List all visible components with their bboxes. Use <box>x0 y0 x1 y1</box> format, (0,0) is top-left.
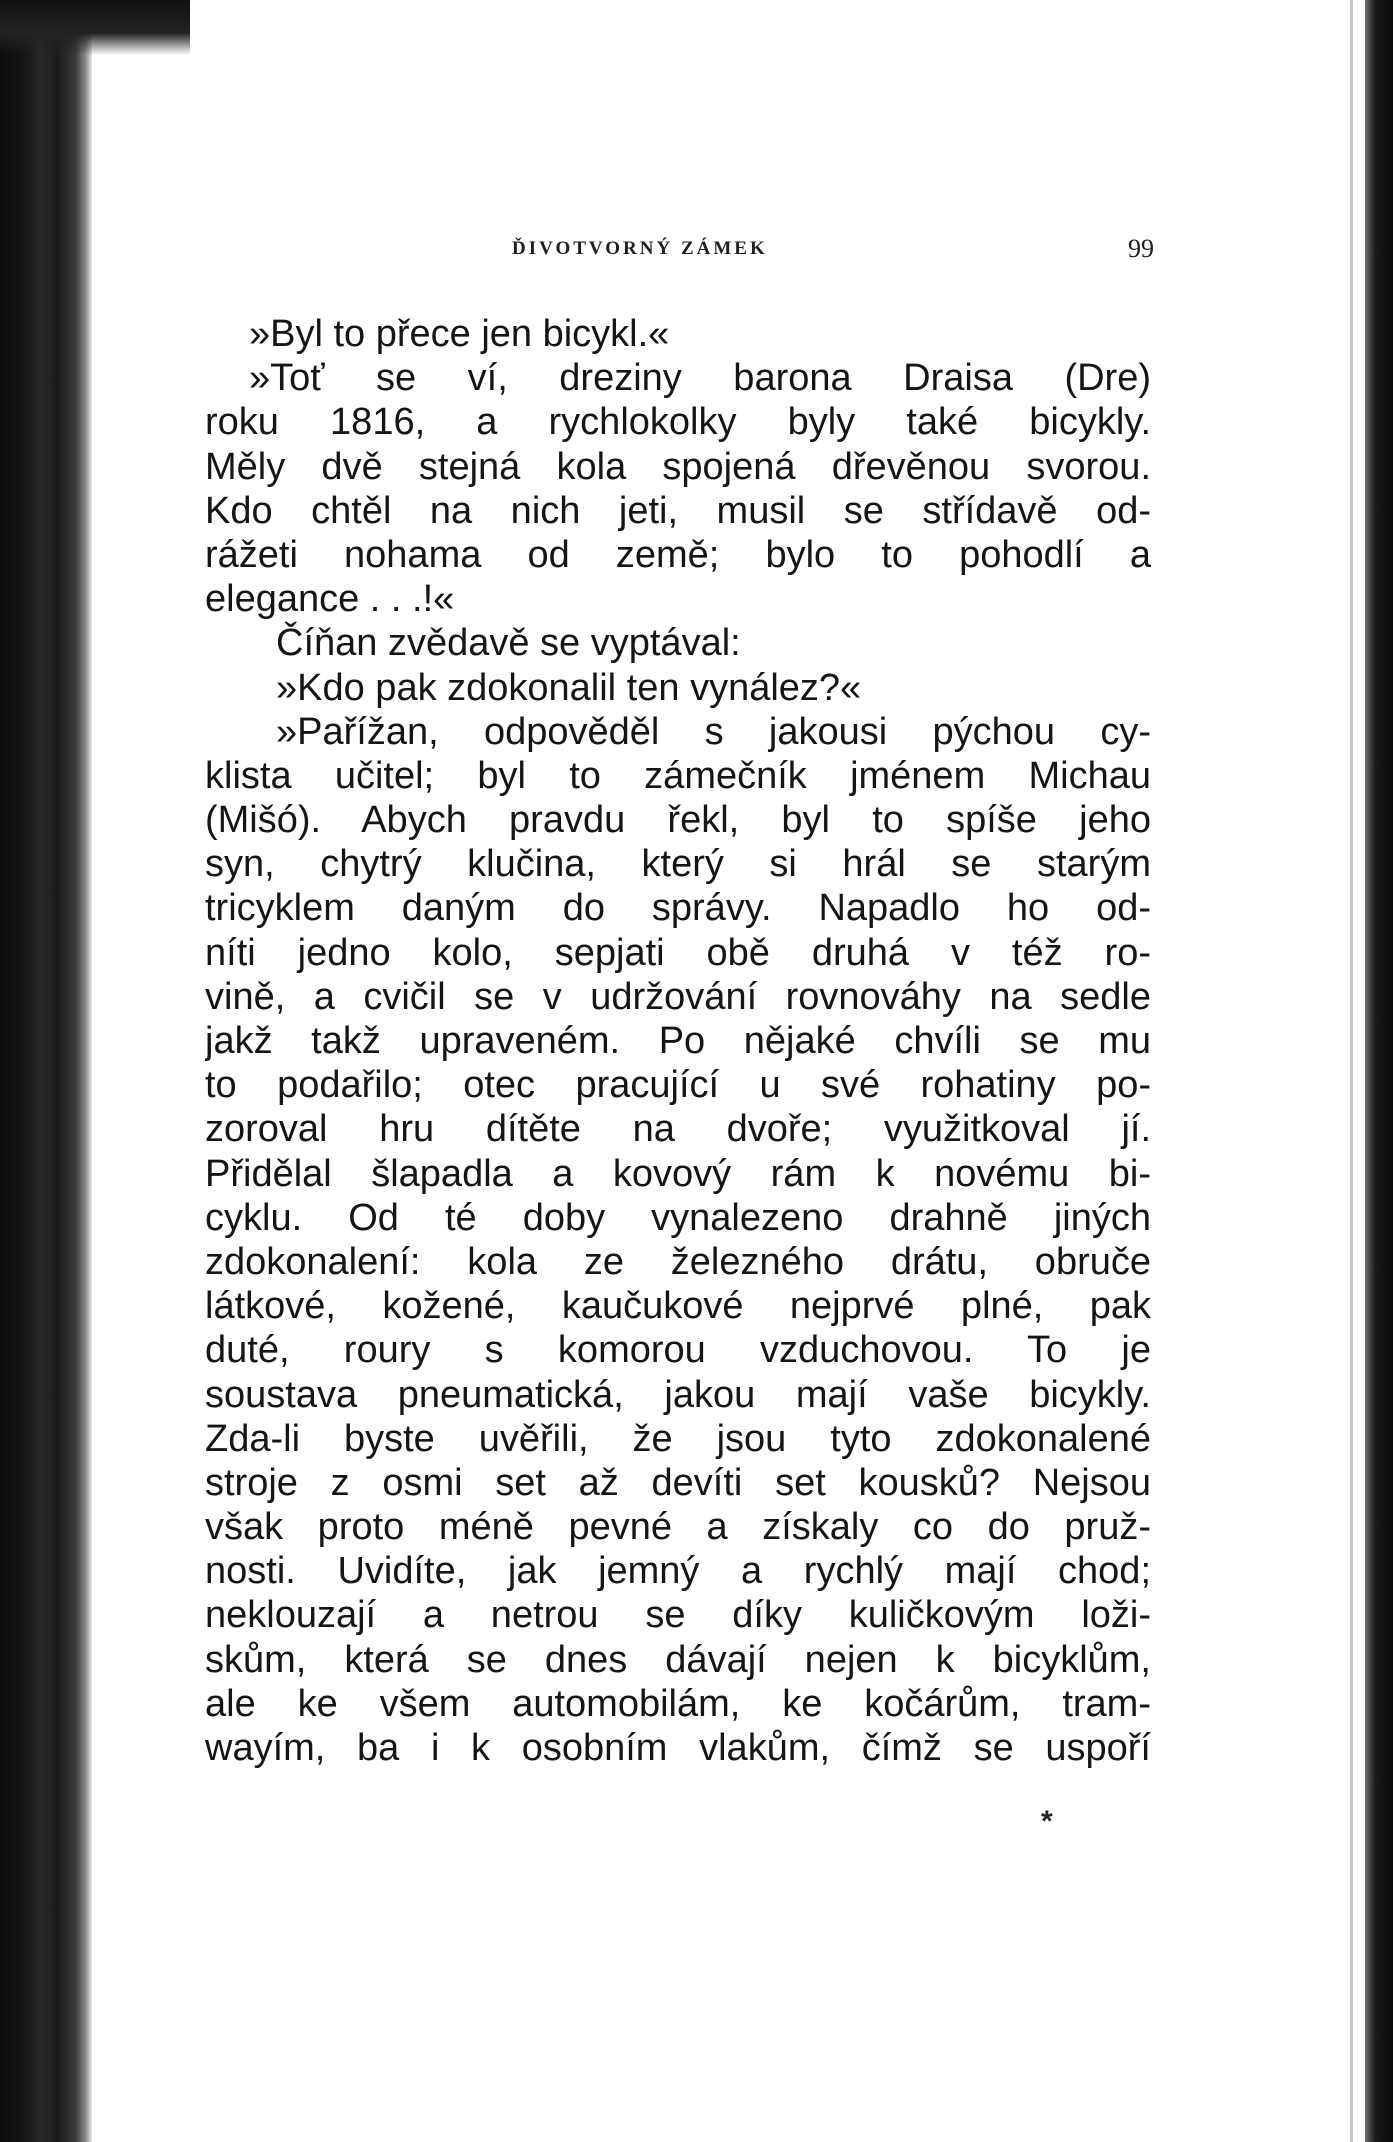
scan-shadow-top-left <box>0 0 190 55</box>
scan-binding-edge-left <box>0 0 92 2142</box>
text-line: zoroval hru dítěte na dvoře; využitkoval jí. <box>205 1108 1151 1151</box>
text-line: níti jedno kolo, sepjati obě druhá v též ro- <box>205 931 1151 974</box>
text-line: »Pařížan, odpověděl s jakousi pýchou cy- <box>276 710 1151 753</box>
scan-page-edge-right <box>1350 0 1353 2142</box>
text-line: duté, roury s komorou vzduchovou. To je <box>205 1329 1151 1372</box>
text-line: však proto méně pevné a získaly co do pruž- <box>205 1506 1151 1549</box>
text-line: »Byl to přece jen bicykl.« <box>249 313 670 355</box>
text-line: jakž takž upraveném. Po nějaké chvíli se mu <box>205 1020 1151 1062</box>
text-line: ale ke všem automobilám, ke kočárům, tram- <box>205 1682 1151 1725</box>
signature-mark: * <box>1041 1805 1053 1838</box>
text-line: Číňan zvědavě se vyptával: <box>276 622 741 665</box>
text-line: Měly dvě stejná kola spojená dřevěnou svorou. <box>205 445 1151 488</box>
text-line: tricyklem daným do správy. Napadlo ho od- <box>205 887 1151 930</box>
text-line: skům, která se dnes dávají nejen k bicyklům, <box>205 1638 1151 1681</box>
text-line: roku 1816, a rychlokolky byly také bicykly. <box>205 401 1151 444</box>
text-line: Kdo chtěl na nich jeti, musil se střídavě od- <box>205 489 1151 532</box>
text-line: elegance . . .!« <box>205 578 455 621</box>
text-line: »Toť se ví, dreziny barona Draisa (Dre) <box>249 357 1151 400</box>
scan-border-right <box>1365 0 1393 2142</box>
text-line: soustava pneumatická, jakou mají vaše bicykly. <box>205 1373 1151 1416</box>
text-line: zdokonalení: kola ze železného drátu, obruče <box>205 1240 1151 1283</box>
text-line: syn, chytrý klučina, který si hrál se starým <box>205 843 1151 886</box>
text-line: to podařilo; otec pracující u své rohatiny po- <box>205 1064 1151 1107</box>
running-head-title: ĎIVOTVORNÝ ZÁMEK <box>512 238 768 259</box>
text-line: (Mišó). Abych pravdu řekl, byl to spíše jeho <box>205 799 1151 842</box>
text-line: »Kdo pak zdokonalil ten vynález?« <box>276 666 862 709</box>
page-number: 99 <box>1128 234 1154 263</box>
text-line: klista učitel; byl to zámečník jménem Michau <box>205 754 1151 797</box>
text-line: wayím, ba i k osobním vlakům, čímž se uspoří <box>205 1727 1151 1769</box>
text-line: cyklu. Od té doby vynalezeno drahně jiných <box>205 1196 1151 1239</box>
running-head <box>0 234 1393 268</box>
text-line: Přidělal šlapadla a kovový rám k novému bi- <box>205 1152 1151 1195</box>
text-line: látkové, kožené, kaučukové nejprvé plné, pak <box>205 1285 1151 1328</box>
text-line: neklouzají a netrou se díky kuličkovým loži- <box>205 1594 1151 1637</box>
text-line: vině, a cvičil se v udržování rovnováhy na sedle <box>205 975 1151 1018</box>
text-line: Zda-li byste uvěřili, že jsou tyto zdokonalené <box>205 1417 1151 1460</box>
text-line: rážeti nohama od země; bylo to pohodlí a <box>205 533 1151 576</box>
body-text <box>205 312 1151 1770</box>
text-line: nosti. Uvidíte, jak jemný a rychlý mají chod; <box>205 1550 1151 1593</box>
text-line: stroje z osmi set až devíti set kousků? Nejsou <box>205 1461 1151 1504</box>
